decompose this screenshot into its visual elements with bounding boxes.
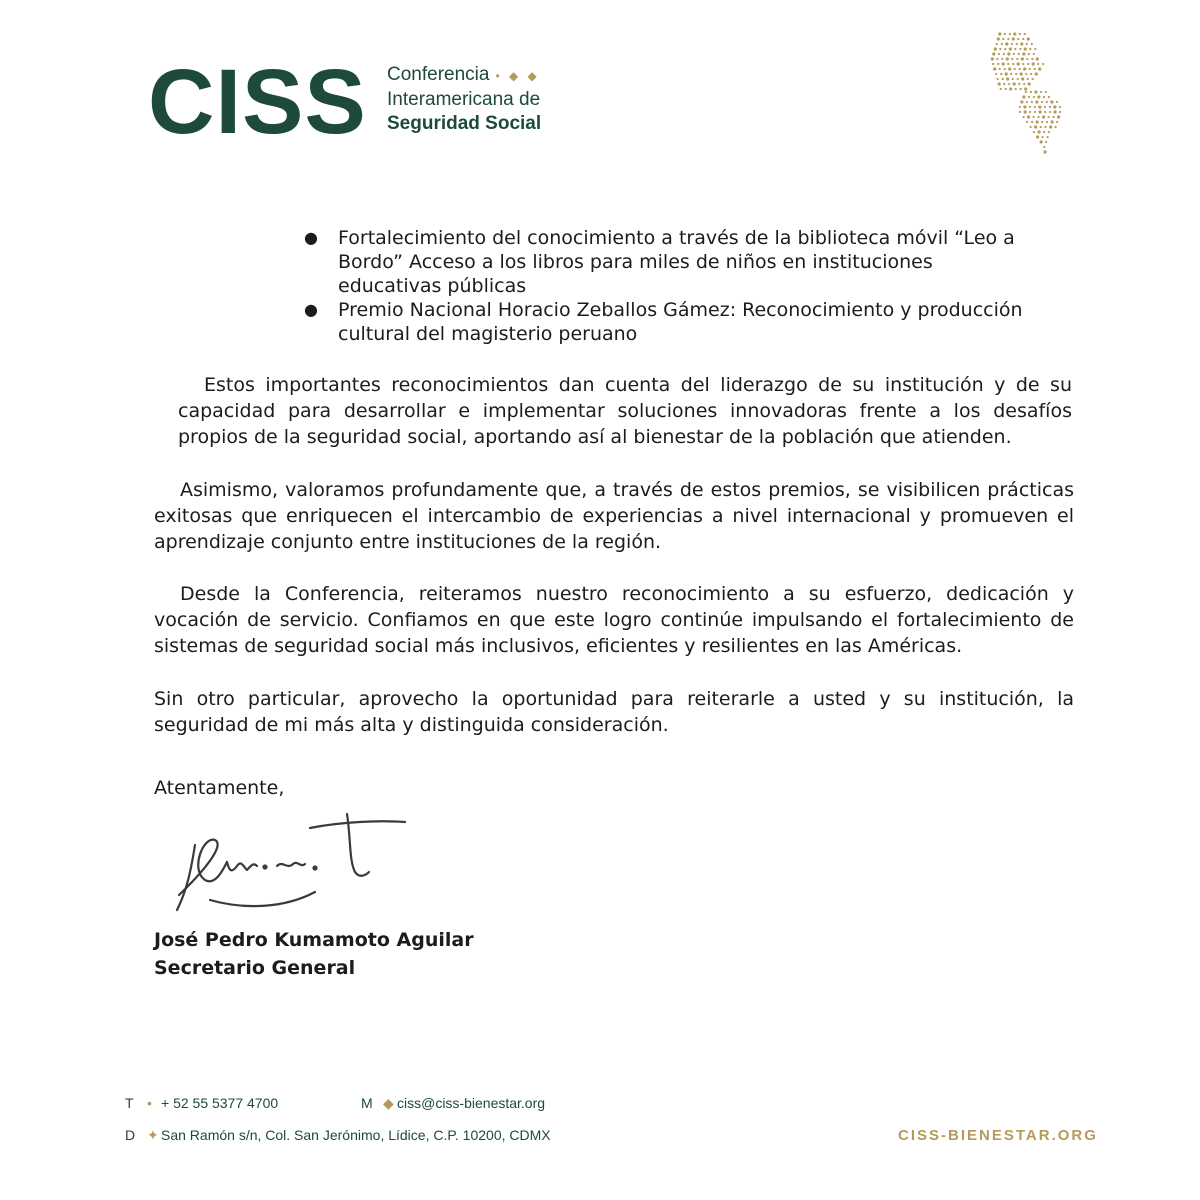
map-dot	[1024, 87, 1027, 90]
map-dot	[1013, 53, 1015, 55]
map-dot	[1022, 52, 1025, 55]
map-dot	[1042, 63, 1044, 65]
map-dot	[1042, 136, 1044, 138]
map-dot	[1022, 38, 1024, 40]
map-dot	[996, 58, 998, 60]
map-dot	[1005, 42, 1008, 45]
map-dot	[1023, 105, 1026, 108]
map-dot	[1030, 126, 1032, 128]
map-dot	[1030, 91, 1032, 93]
map-dot	[1007, 38, 1009, 40]
phone-number[interactable]: + 52 55 5377 4700	[161, 1095, 279, 1111]
paragraph-farewell: Sin otro particular, aprovecho la oportunidad para reiterarle a usted y su institución, la seguridad de mi más alta y distinguida consideración.	[154, 688, 1074, 736]
dot-icon: •	[147, 1095, 152, 1111]
list-item: ● Premio Nacional Horacio Zeballos Gámez: Reconocimiento y producción cultural del magisterio peruano	[304, 299, 1023, 345]
map-dot	[1001, 58, 1003, 60]
map-dot	[1029, 106, 1031, 108]
bullet-list	[300, 226, 1040, 346]
map-dot	[1028, 96, 1030, 98]
map-dot	[1027, 78, 1029, 80]
map-dot	[1024, 47, 1027, 50]
paragraph-recognitions: Estos importantes reconocimientos dan cuenta del liderazgo de su institución y de su capacidad para desarrollar e implementar soluciones innovadoras frente a los desafíos propios de la seguridad social, aportando así al bienestar de la población que atienden.	[178, 374, 1072, 448]
map-dot	[1026, 58, 1028, 60]
map-dot	[1020, 88, 1022, 90]
map-dot	[1025, 73, 1027, 75]
map-dot	[1019, 68, 1021, 70]
map-dot	[1059, 111, 1061, 113]
map-dot	[997, 63, 999, 65]
map-dot	[1024, 33, 1026, 35]
email-address[interactable]: ciss@ciss-bienestar.org	[397, 1095, 546, 1111]
map-dot	[1040, 126, 1042, 128]
map-dot	[1043, 146, 1045, 148]
map-dot	[1045, 141, 1047, 143]
map-dot	[1008, 67, 1011, 70]
map-dot	[1000, 73, 1002, 75]
map-dot	[1026, 101, 1028, 103]
map-dot	[1034, 48, 1036, 50]
map-dot	[992, 52, 995, 55]
americas-dot-map-icon	[988, 30, 1078, 155]
map-dot	[1045, 126, 1047, 128]
org-name-line-1: Conferencia	[387, 64, 490, 85]
map-dot	[1002, 38, 1004, 40]
map-dot	[1041, 121, 1043, 123]
map-dot	[1004, 33, 1006, 35]
map-dot	[1055, 126, 1057, 128]
list-item: ● Fortalecimiento del conocimiento a través de la biblioteca móvil “Leo a Bordo” Acceso a los libros para miles de niños en instituciones educativas públicas	[304, 227, 1015, 297]
org-name-line-3: Seguridad Social	[387, 113, 542, 134]
map-dot	[1020, 42, 1023, 45]
map-dot	[1017, 38, 1019, 40]
map-dot	[1015, 88, 1017, 90]
email-label: M	[361, 1095, 373, 1111]
closing-salutation: Atentamente,	[154, 777, 285, 799]
map-dot	[1020, 100, 1023, 103]
map-dot	[1013, 82, 1016, 85]
map-dot	[1011, 58, 1013, 60]
map-dot	[1021, 77, 1024, 80]
signer-title: Secretario General	[154, 957, 356, 979]
map-dot	[1000, 88, 1002, 90]
map-dot	[998, 82, 1001, 85]
map-dot	[1041, 101, 1043, 103]
map-dot	[1046, 101, 1048, 103]
map-dot	[997, 37, 1000, 40]
map-dot	[1034, 90, 1037, 93]
map-dot	[1012, 78, 1014, 80]
map-dot	[1001, 43, 1003, 45]
map-dot	[1033, 116, 1035, 118]
map-dot	[1004, 48, 1006, 50]
map-dot	[1057, 115, 1060, 118]
map-dot	[1015, 73, 1017, 75]
map-dot	[995, 73, 997, 75]
map-dot	[1048, 96, 1050, 98]
map-dot	[1028, 82, 1031, 85]
map-dot	[1031, 101, 1033, 103]
map-dot	[1040, 140, 1043, 143]
map-dot	[1009, 47, 1012, 50]
map-dot	[1018, 83, 1020, 85]
map-dot	[1048, 116, 1050, 118]
map-dot	[1003, 83, 1005, 85]
map-dot	[1009, 87, 1012, 90]
postal-address: San Ramón s/n, Col. San Jerónimo, Lídice, C.P. 10200, CDMX	[161, 1127, 551, 1143]
map-dot	[1005, 88, 1007, 90]
map-dot	[1023, 116, 1025, 118]
map-dot	[1006, 57, 1009, 60]
map-dot	[1004, 68, 1006, 70]
map-dot	[1014, 68, 1016, 70]
diamond-icon: ◆	[383, 1095, 394, 1111]
map-dot	[1034, 106, 1036, 108]
paragraph-practices: Asimismo, valoramos profundamente que, a través de estos premios, se visibilicen prácticas exitosas que enriquecen el intercambio de experiencias a nivel internacional y promueven el aprendizaje conjunto entre instituciones de la región.	[154, 479, 1074, 553]
map-dot	[992, 63, 994, 65]
map-dot	[1038, 67, 1041, 70]
map-dot	[1017, 62, 1020, 65]
map-dot	[1012, 37, 1015, 40]
map-dot	[1034, 125, 1037, 128]
map-dot	[996, 43, 998, 45]
map-dot	[1049, 106, 1051, 108]
map-dot	[1038, 130, 1041, 133]
map-dot	[1027, 115, 1030, 118]
map-dot	[1035, 100, 1038, 103]
bullet-icon: ●	[304, 300, 318, 319]
organization-name	[387, 63, 541, 136]
map-dot	[1020, 72, 1023, 75]
map-dot	[1039, 110, 1042, 113]
map-dot	[1022, 63, 1024, 65]
map-dot	[1023, 83, 1025, 85]
map-dot	[1002, 62, 1005, 65]
map-dot	[1034, 68, 1036, 70]
map-dot	[1048, 131, 1050, 133]
map-dot	[1051, 120, 1054, 123]
map-dot	[1053, 105, 1056, 108]
map-dot	[1040, 91, 1042, 93]
map-dot	[1014, 48, 1016, 50]
map-dot	[1036, 57, 1039, 60]
map-dot	[1031, 43, 1033, 45]
map-dot	[1056, 101, 1058, 103]
map-dot	[1005, 72, 1008, 75]
map-dot	[1036, 135, 1039, 138]
map-dot	[993, 67, 996, 70]
diamond-ornament-icon: • ◆ ◆	[495, 69, 540, 83]
signer-block	[154, 926, 474, 982]
map-dot	[1043, 131, 1045, 133]
map-dot	[1046, 121, 1048, 123]
map-dot	[1038, 105, 1041, 108]
map-dot	[1021, 57, 1024, 60]
map-dot	[1036, 120, 1039, 123]
phone-label: T	[125, 1095, 134, 1111]
map-dot	[1006, 77, 1009, 80]
map-dot	[991, 57, 994, 60]
map-dot	[1053, 116, 1055, 118]
map-dot	[1027, 63, 1029, 65]
map-dot	[1059, 106, 1061, 108]
map-dot	[998, 32, 1001, 35]
map-dot	[1032, 78, 1034, 80]
sparkle-icon: ✦	[147, 1127, 159, 1143]
map-dot	[1037, 63, 1039, 65]
map-dot	[1045, 91, 1047, 93]
paragraph-conference: Desde la Conferencia, reiteramos nuestro reconocimiento a su esfuerzo, dedicación y vocación de servicio. Confiamos en que este logro continúe impulsando el fortalecimiento de sistemas de seguridad social más inclusivos, eficientes y resilientes en las Américas.	[154, 583, 1074, 657]
map-dot	[1038, 116, 1040, 118]
map-dot	[1019, 48, 1021, 50]
map-dot	[1054, 110, 1057, 113]
map-dot	[1049, 125, 1052, 128]
signer-name: José Pedro Kumamoto Aguilar	[154, 929, 474, 951]
map-dot	[1032, 62, 1035, 65]
map-dot	[999, 68, 1001, 70]
map-dot	[1010, 73, 1012, 75]
map-dot	[1008, 83, 1010, 85]
map-dot	[1002, 78, 1004, 80]
address-label: D	[125, 1127, 136, 1143]
map-dot	[1007, 63, 1009, 65]
map-dot	[994, 47, 997, 50]
map-dot	[1028, 53, 1030, 55]
map-dot	[1033, 96, 1035, 98]
map-dot	[1034, 111, 1036, 113]
map-dot	[1029, 48, 1031, 50]
map-dot	[1018, 53, 1020, 55]
map-dot	[1019, 111, 1021, 113]
map-dot	[1031, 58, 1033, 60]
map-dot	[1050, 100, 1053, 103]
map-dot	[998, 53, 1000, 55]
handwritten-signature	[165, 800, 415, 920]
map-dot	[1023, 67, 1026, 70]
map-dot	[1043, 150, 1046, 153]
map-dot	[1056, 121, 1058, 123]
map-dot	[1033, 53, 1035, 55]
bullet-icon: ●	[304, 228, 318, 247]
map-dot	[1033, 131, 1035, 133]
map-dot	[1027, 37, 1030, 40]
map-dot	[1031, 121, 1033, 123]
map-dot	[1044, 111, 1046, 113]
map-dot	[1025, 91, 1027, 93]
map-dot	[1024, 110, 1027, 113]
map-dot	[1042, 115, 1045, 118]
map-dot	[1003, 53, 1005, 55]
logo-wordmark: CISS	[148, 51, 367, 153]
map-dot	[999, 48, 1001, 50]
map-dot	[1012, 63, 1014, 65]
map-dot	[1011, 43, 1013, 45]
map-dot	[1030, 73, 1032, 75]
map-dot	[1037, 95, 1040, 98]
map-dot	[1007, 52, 1010, 55]
map-dot	[1029, 111, 1031, 113]
map-dot	[1017, 78, 1019, 80]
map-dot	[1019, 106, 1021, 108]
map-dot	[1026, 121, 1028, 123]
org-name-line-2: Interamericana de	[387, 89, 541, 110]
map-dot	[1019, 33, 1021, 35]
map-dot	[1049, 111, 1051, 113]
map-dot	[1047, 136, 1049, 138]
map-dot	[1016, 58, 1018, 60]
map-dot	[1044, 106, 1046, 108]
map-dot	[997, 78, 999, 80]
map-dot	[1043, 96, 1045, 98]
map-dot	[1009, 33, 1011, 35]
map-dot	[1013, 32, 1016, 35]
map-dot	[1029, 68, 1031, 70]
website-link[interactable]: CISS-BIENESTAR.ORG	[898, 1127, 1098, 1144]
map-dot	[1016, 43, 1018, 45]
map-dot	[1035, 72, 1038, 75]
map-dot	[1026, 43, 1028, 45]
map-dot	[1022, 95, 1025, 98]
